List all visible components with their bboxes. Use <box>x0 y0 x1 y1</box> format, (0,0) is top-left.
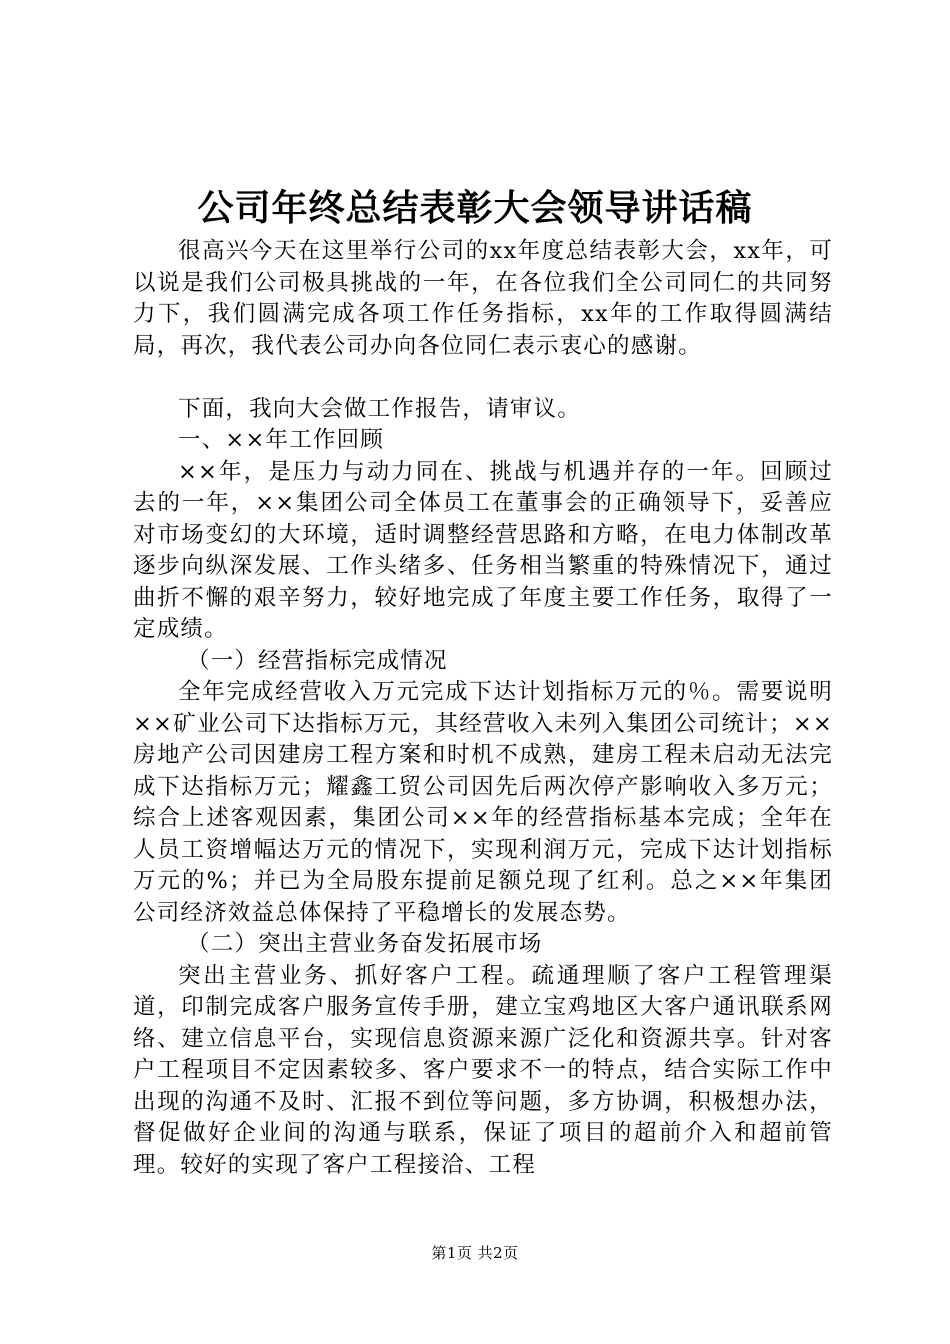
document-title: 公司年终总结表彰大会领导讲话稿 <box>197 187 753 229</box>
market-paragraph: 突出主营业务、抓好客户工程。疏通理顺了客户工程管理渠道，印制完成客户服务宣传手册，建立宝鸡地区大客户通讯联系网络、建立信息平台，实现信息资源来源广泛化和资源共享。针对客户工程项目不定因素较多、客户要求不一的特点，结合实际工作中出现的沟通不及时、汇报不到位等问题，多方协调，积极想办法，督促做好企业间的沟通与联系，保证了项目的超前介入和超前管理。较好的实现了客户工程接洽、工程 <box>133 962 833 1178</box>
indicators-paragraph: 全年完成经营收入万元完成下达计划指标万元的％。需要说明××矿业公司下达指标万元，其经营收入未列入集团公司统计；××房地产公司因建房工程方案和时机不成熟，建房工程未启动无法完成下达指标万元；耀鑫工贸公司因先后两次停产影响收入多万元；综合上述客观因素，集团公司××年的经营指标基本完成；全年在人员工资增幅达万元的情况下，实现利润万元，完成下达计划指标万元的%；并已为全局股东提前足额兑现了红利。总之××年集团公司经济效益总体保持了平稳增长的发展态势。 <box>133 679 833 926</box>
section-heading-review: 一、××年工作回顾 <box>178 427 385 453</box>
subsection-heading-indicators: （一）经营指标完成情况 <box>187 647 448 674</box>
report-intro-paragraph: 下面，我向大会做工作报告，请审议。 <box>178 395 581 422</box>
document-body <box>133 236 833 1181</box>
paragraph-spacer <box>133 362 833 394</box>
page-number-footer: 第1页 共2页 <box>431 1244 519 1262</box>
opening-paragraph: 很高兴今天在这里举行公司的xx年度总结表彰大会，xx年，可以说是我们公司极具挑战的一年，在各位我们全公司同仁的共同努力下，我们圆满完成各项工作任务指标，xx年的工作取得圆满结局，再次，我代表公司办向各位同仁表示衷心的感谢。 <box>133 238 833 359</box>
subsection-heading-market: （二）突出主营业务奋发拓展市场 <box>187 931 543 957</box>
review-paragraph: ××年，是压力与动力同在、挑战与机遇并存的一年。回顾过去的一年，××集团公司全体员工在董事会的正确领导下，妥善应对市场变幻的大环境，适时调整经营思路和方略，在电力体制改革逐步向纵深发展、工作头绪多、任务相当繁重的特殊情况下，通过曲折不懈的艰辛努力，较好地完成了年度主要工作任务，取得了一定成绩。 <box>133 458 833 642</box>
